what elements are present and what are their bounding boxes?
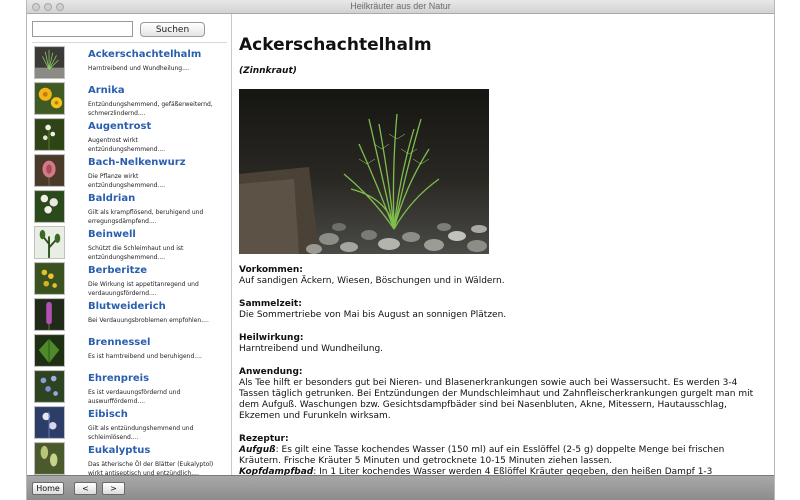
item-description: Es ist harntreibend und beruhigend.... (88, 353, 202, 360)
aufguss-label: Aufguß (239, 445, 276, 455)
herb-list (32, 46, 229, 475)
item-description: Gilt als entzündungshemmend und schleimlösend.... (88, 425, 194, 441)
list-item[interactable] (32, 334, 229, 370)
item-title: Arnika (88, 85, 125, 96)
content-pane (233, 14, 775, 475)
marshmallow-thumbnail (34, 406, 65, 439)
search-row (32, 21, 227, 41)
section-text (239, 467, 759, 475)
item-description: Bei Verdauungsbroblemen empfohlen.... (88, 317, 209, 324)
bottom-toolbar (27, 475, 774, 500)
list-item[interactable] (32, 82, 229, 118)
dampfbad-text: : In 1 Liter kochendes Wasser werden 4 Eßlöffel Kräuter gegeben, den heißen Dampf 1-3 (313, 467, 713, 475)
item-description: Die Wirkung ist appetitanregend und verdauungsfördernd.... (88, 281, 199, 297)
section-heilwirkung (239, 333, 759, 355)
item-title: Berberitze (88, 265, 148, 276)
item-title: Ehrenpreis (88, 373, 150, 384)
list-item[interactable] (32, 190, 229, 226)
eucalyptus-thumbnail (34, 442, 65, 475)
section-sammelzeit (239, 299, 759, 321)
page-subtitle: (Zinnkraut) (239, 66, 297, 76)
section-text: Die Sommertriebe von Mai bis August an sonnigen Plätzen. (239, 310, 507, 320)
item-title: Eukalyptus (88, 445, 151, 456)
list-item[interactable] (32, 46, 229, 82)
section-heading: Vorkommen: (239, 265, 303, 275)
aufguss-text: : Es gilt eine Tasse kochendes Wasser (150 ml) auf ein Esslöffel (2-5 g) doppelte Menge bei frischen Kräutern. Frische Kräuter 5 Minuten und getrocknete 10-15 Minuten ziehen lassen. (239, 445, 725, 466)
forward-button[interactable]: > (102, 482, 125, 495)
comfrey-thumbnail (34, 226, 65, 259)
item-description: Harntreibend und Wundheilung.... (88, 65, 190, 72)
speedwell-thumbnail (34, 370, 65, 403)
home-button[interactable]: Home (32, 482, 64, 495)
section-vorkommen (239, 265, 759, 287)
section-heading: Anwendung: (239, 367, 303, 377)
item-title: Baldrian (88, 193, 136, 204)
list-item[interactable] (32, 154, 229, 190)
back-button[interactable]: < (74, 482, 97, 495)
section-anwendung (239, 367, 759, 422)
item-description: Die Pflanze wirkt entzündungshemmend.... (88, 173, 166, 189)
nettle-thumbnail (34, 334, 65, 367)
section-heading: Rezeptur: (239, 434, 289, 444)
item-description: Gilt als krampflösend, beruhigend und erregungsdämpfend.... (88, 209, 204, 225)
barberry-thumbnail (34, 262, 65, 295)
item-title: Blutweiderich (88, 301, 166, 312)
horsetail-photo (239, 89, 489, 254)
section-text (239, 445, 759, 467)
item-title: Bach-Nelkenwurz (88, 157, 186, 168)
eyebright-thumbnail (34, 118, 65, 151)
loosestrife-thumbnail (34, 298, 65, 331)
list-item[interactable] (32, 118, 229, 154)
list-item[interactable] (32, 262, 229, 298)
item-description: Es ist verdauungsfördernd und auswurffördernd.... (88, 389, 181, 405)
item-description: Augentrost wirkt entzündungshemmend.... (88, 137, 166, 153)
avens-thumbnail (34, 154, 65, 187)
arnica-thumbnail (34, 82, 65, 115)
section-heading: Heilwirkung: (239, 333, 304, 343)
section-text: Auf sandigen Äckern, Wiesen, Böschungen und in Wäldern. (239, 276, 505, 286)
item-title: Ackerschachtelhalm (88, 49, 202, 60)
search-button[interactable]: Suchen (140, 22, 205, 37)
title-bar (27, 0, 774, 14)
item-title: Beinwell (88, 229, 136, 240)
list-item[interactable] (32, 442, 229, 475)
item-title: Augentrost (88, 121, 152, 132)
section-rezeptur (239, 434, 759, 475)
section-text: Harntreibend und Wundheilung. (239, 344, 384, 354)
page-title: Ackerschachtelhalm (239, 35, 432, 55)
sidebar (27, 14, 232, 475)
window-title: Heilkräuter aus der Natur (350, 1, 451, 11)
list-item[interactable] (32, 298, 229, 334)
search-input[interactable] (32, 21, 133, 37)
item-title: Eibisch (88, 409, 128, 420)
app-window (26, 0, 775, 500)
item-description: Das ätherische Öl der Blätter (Eukalyptol) wirkt antiseptisch und entzündlich.... (88, 461, 214, 475)
list-item[interactable] (32, 370, 229, 406)
section-heading: Sammelzeit: (239, 299, 302, 309)
dampfbad-label: Kopfdampfbad (239, 467, 314, 475)
list-item[interactable] (32, 226, 229, 262)
valerian-thumbnail (34, 190, 65, 223)
item-description: Entzündungshemmend, gefäßerweiternd, schmerzlindernd.... (88, 101, 213, 117)
divider (32, 42, 227, 43)
item-description: Schützt die Schleimhaut und ist entzündungshemmend.... (88, 245, 184, 261)
section-text: Als Tee hilft er besonders gut bei Nieren- und Blasenerkrankungen sowie auch bei Wassersucht. Es werden 3-4 Tassen täglich getrunken. Bei Entzündungen der Mundschleimhaut und Zahnfleischerkrankungen gurgelt man mit dem Aufguß. Waschungen bzw. Gesichtsdampfbäder sind bei Nasenbluten, Akne, Mitessern, Hautausschlag, Ekzemen und Furunkeln wirksam. (239, 378, 754, 421)
horsetail-thumbnail (34, 46, 65, 79)
list-item[interactable] (32, 406, 229, 442)
item-title: Brennessel (88, 337, 151, 348)
